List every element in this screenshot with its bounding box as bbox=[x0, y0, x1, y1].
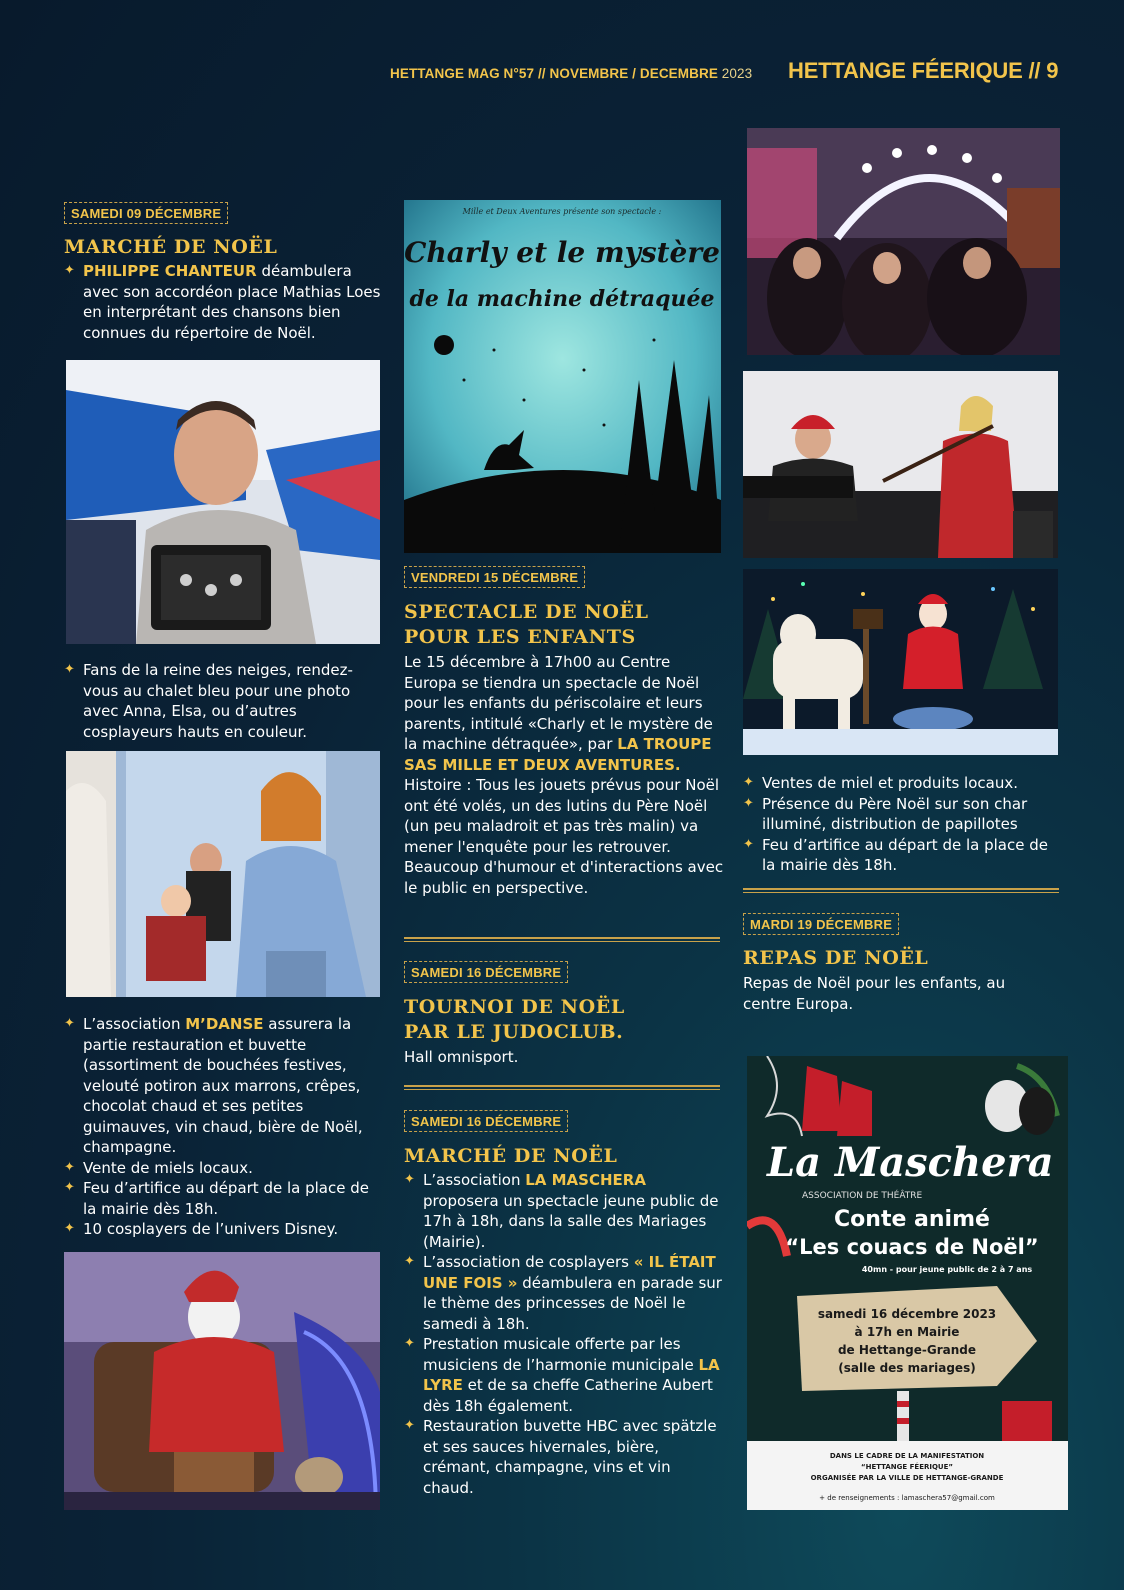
date-badge: SAMEDI 09 DÉCEMBRE bbox=[64, 202, 228, 224]
poster-presenter-text: Mille et Deux Aventures présente son spectacle : bbox=[462, 207, 662, 216]
column-2-event-2 bbox=[404, 961, 724, 1068]
date-badge: SAMEDI 16 DÉCEMBRE bbox=[404, 1110, 568, 1132]
list-item: ✦ Fans de la reine des neiges, rendez-vous au chalet bleu pour une photo avec Anna, Elsa, ou d’autres cosplayeurs hauts en couleur. bbox=[64, 661, 353, 741]
bullet-list bbox=[64, 660, 382, 742]
poster-sign-line1: samedi 16 décembre 2023 bbox=[817, 1307, 997, 1321]
date-badge: SAMEDI 16 DÉCEMBRE bbox=[404, 961, 568, 983]
poster-footer-line1: DANS LE CADRE DE LA MANIFESTATION bbox=[829, 1452, 985, 1460]
star-bullet-icon: ✦ bbox=[64, 1159, 75, 1175]
photo-santa-reindeer-lights bbox=[743, 569, 1058, 755]
poster-brand-sub: ASSOCIATION DE THÉÂTRE bbox=[802, 1191, 923, 1201]
bullet-list bbox=[64, 261, 382, 343]
list-item: ✦ L’association LA MASCHERA proposera un spectacle jeune public de 17h à 18h, dans la salle des Mariages (Mairie). bbox=[404, 1171, 719, 1251]
date-badge: MARDI 19 DÉCEMBRE bbox=[743, 913, 899, 935]
star-bullet-icon: ✦ bbox=[404, 1418, 415, 1433]
poster-title-line1: Conte animé bbox=[834, 1207, 990, 1232]
column-1-list-2 bbox=[64, 660, 382, 742]
star-bullet-icon: ✦ bbox=[64, 263, 75, 278]
photo-christmas-market-crowd bbox=[747, 128, 1060, 355]
star-bullet-icon: ✦ bbox=[404, 1254, 415, 1269]
column-1 bbox=[64, 202, 382, 343]
bullet-list bbox=[404, 1170, 724, 1498]
star-bullet-icon: ✦ bbox=[743, 836, 754, 852]
list-item: ✦ Prestation musicale offerte par les musiciens de l’harmonie municipale LA LYRE et de sa cheffe Catherine Aubert dès 18h également. bbox=[404, 1335, 720, 1415]
star-bullet-icon: ✦ bbox=[404, 1172, 415, 1187]
column-2-event-3 bbox=[404, 1110, 724, 1498]
star-bullet-icon: ✦ bbox=[404, 1336, 415, 1351]
list-item: ✦ Feu d’artifice au départ de la place de la mairie dès 18h. bbox=[743, 835, 1048, 874]
star-bullet-icon: ✦ bbox=[64, 1016, 75, 1031]
list-item: ✦ PHILIPPE CHANTEUR déambulera avec son accordéon place Mathias Loes en interprétant des chansons bien connues du répertoire de Noël. bbox=[64, 262, 381, 342]
event-title: SPECTACLE DE NOËL POUR LES ENFANTS bbox=[404, 601, 649, 648]
star-bullet-icon: ✦ bbox=[743, 775, 754, 790]
column-3-event bbox=[743, 913, 1063, 1014]
divider bbox=[404, 937, 720, 942]
column-3-list bbox=[743, 773, 1063, 876]
event-title: REPAS DE NOËL bbox=[743, 947, 929, 969]
poster-title-line1: Charly et le mystère bbox=[404, 236, 720, 269]
event-title: MARCHÉ DE NOËL bbox=[64, 236, 278, 258]
page-section-title: HETTANGE FÉERIQUE // 9 bbox=[788, 58, 1059, 83]
event-description: Repas de Noël pour les enfants, au centre Europa. bbox=[743, 974, 1006, 1013]
poster-sign-line3: de Hettange-Grande bbox=[837, 1343, 977, 1357]
event-description: Le 15 décembre à 17h00 au Centre Europa se tiendra un spectacle de Noël pour les enfants du périscolaire et leurs parents, intitulé «Charly et le mystère de la machine détraquée», par LA TROUPE SAS MILLE ET DEUX AVENTURES. Histoire : Tous les jouets prévus pour Noël ont été volés, un des lutins du Père Noël (un peu maladroit et pas très malin) va mener l'enquête pour les retrouver. Beaucoup d'humour et d'interactions avec le public en perspective. bbox=[404, 653, 724, 897]
star-bullet-icon: ✦ bbox=[64, 1180, 75, 1195]
star-bullet-icon: ✦ bbox=[743, 795, 754, 811]
date-badge: VENDREDI 15 DÉCEMBRE bbox=[404, 566, 585, 588]
event-title: TOURNOI DE NOËL PAR LE JUDOCLUB. bbox=[404, 996, 625, 1043]
photo-santa-chair bbox=[64, 1252, 380, 1510]
photo-accordion-player bbox=[66, 360, 380, 644]
poster-brand: La Maschera bbox=[767, 1139, 1054, 1186]
poster-contact: + de renseignements : lamaschera57@gmail.com bbox=[819, 1494, 995, 1502]
list-item: ✦ Vente de miels locaux. bbox=[64, 1158, 253, 1177]
divider bbox=[404, 1085, 720, 1090]
poster-footer-line3: ORGANISÉE PAR LA VILLE DE HETTANGE-GRANDE bbox=[810, 1474, 1004, 1482]
poster-la-maschera bbox=[747, 1056, 1068, 1510]
poster-sign-line4: (salle des mariages) bbox=[838, 1361, 976, 1375]
column-1-list-3 bbox=[64, 1014, 382, 1240]
list-item: ✦ 10 cosplayers de l’univers Disney. bbox=[64, 1220, 339, 1238]
poster-charly bbox=[404, 200, 721, 553]
photo-musicians bbox=[743, 371, 1058, 558]
list-item: ✦ Présence du Père Noël sur son char illuminé, distribution de papillotes bbox=[743, 794, 1028, 833]
list-item: ✦ Ventes de miel et produits locaux. bbox=[743, 774, 1018, 792]
list-item: ✦ L’association de cosplayers « IL ÉTAIT UNE FOIS » déambulera en parade sur le thème des princesses de Noël le samedi à 18h. bbox=[404, 1253, 722, 1333]
list-item: ✦ Restauration buvette HBC avec spätzle et ses sauces hivernales, bière, crémant, champagne, vins et vin chaud. bbox=[404, 1417, 717, 1497]
event-description: Hall omnisport. bbox=[404, 1048, 519, 1066]
list-item: ✦ L’association M’DANSE assurera la partie restauration et buvette (assortiment de bouchées festives, velouté potiron aux marrons, crêpes, chocolat chaud et ses petites guimauves, vin chaud, bière de Noël, champagne. bbox=[64, 1015, 363, 1156]
magazine-issue: HETTANGE MAG N°57 // NOVEMBRE / DECEMBRE 2023 bbox=[390, 66, 753, 81]
bullet-list bbox=[743, 773, 1063, 876]
poster-title-line2: “Les couacs de Noël” bbox=[785, 1235, 1039, 1259]
list-item: ✦ Feu d’artifice au départ de la place de la mairie dès 18h. bbox=[64, 1179, 369, 1218]
event-title: MARCHÉ DE NOËL bbox=[404, 1145, 618, 1167]
star-bullet-icon: ✦ bbox=[64, 1221, 75, 1236]
star-bullet-icon: ✦ bbox=[64, 662, 75, 677]
poster-title-line2: de la machine détraquée bbox=[409, 286, 715, 312]
photo-frozen-cosplay bbox=[66, 751, 380, 997]
divider bbox=[743, 888, 1059, 893]
poster-sign-line2: à 17h en Mairie bbox=[854, 1325, 960, 1339]
poster-footer-line2: “HETTANGE FÉERIQUE” bbox=[860, 1463, 954, 1471]
poster-subtitle: 40mn - pour jeune public de 2 à 7 ans bbox=[861, 1265, 1033, 1274]
column-2-event-1 bbox=[404, 566, 724, 898]
bullet-list bbox=[64, 1014, 382, 1240]
